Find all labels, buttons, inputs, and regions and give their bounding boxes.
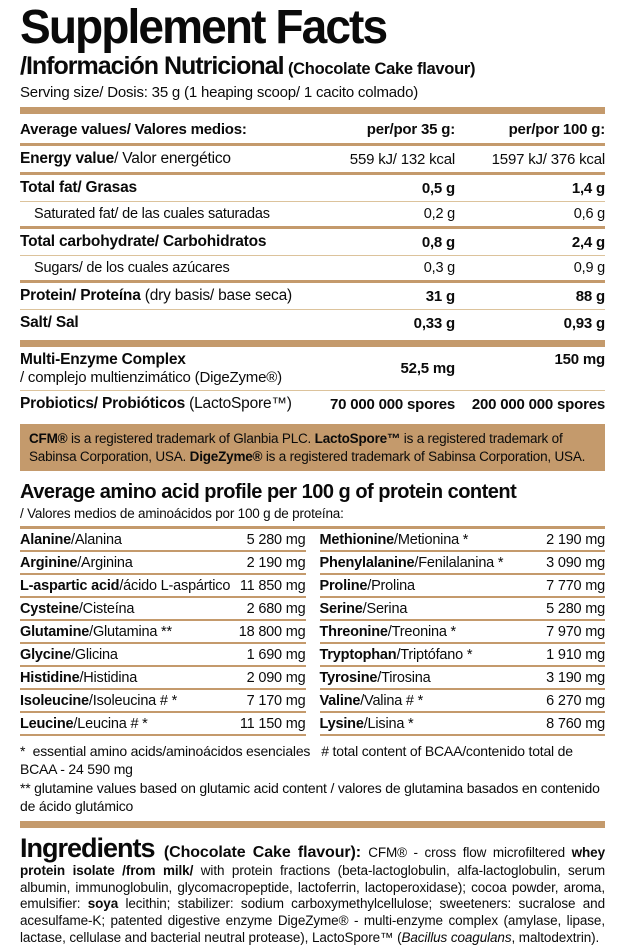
ingredients-run: soya: [87, 896, 119, 912]
trademark-note-run: is a registered trademark of Sabinsa Corporation, USA.: [262, 448, 586, 464]
amino-name: [320, 716, 530, 732]
amino-name-en: Glutamine: [20, 624, 90, 641]
amino-name-en: Glycine: [20, 647, 71, 664]
amino-name: [320, 578, 530, 594]
ingredients-run: whey protein isolate /from milk/: [20, 845, 605, 878]
value-per-35g: 70 000 000 spores: [329, 395, 455, 413]
value-per-100g: 2,4 g: [571, 233, 605, 251]
amino-name-es: /Histidina: [79, 670, 138, 687]
label-en: Total fat/ Grasas: [20, 179, 137, 197]
amino-row: [320, 690, 606, 713]
value-per-35g: 31 g: [425, 287, 455, 305]
amino-name-en: Serine: [319, 601, 363, 618]
trademark-note-run: LactoSpore™: [314, 431, 401, 447]
nutrition-rows: [20, 146, 605, 417]
amino-name-es: /Leucina # *: [73, 716, 148, 733]
amino-name: [20, 624, 230, 640]
amino-value: 7 170 mg: [246, 693, 306, 710]
amino-row: [320, 575, 606, 598]
footnotes: [20, 742, 605, 815]
nutrition-row-label: [20, 314, 305, 332]
amino-name-en: Arginine: [20, 555, 78, 572]
subtitle-line: [20, 53, 605, 79]
amino-value: 5 280 mg: [246, 532, 306, 549]
nutrition-row: [20, 202, 605, 226]
label-es: Sugars/ de los cuales azúcares: [34, 260, 230, 277]
page-title: Supplement Facts: [20, 1, 387, 54]
amino-value: 1 910 mg: [546, 647, 605, 664]
amino-name-en: Threonine: [319, 624, 388, 641]
amino-name-es: /Tirosina: [377, 670, 431, 687]
nutrition-row: [20, 146, 605, 172]
amino-value: 3 090 mg: [546, 555, 605, 572]
value-per-35g: 0,33 g: [413, 314, 455, 332]
amino-value: 7 770 mg: [546, 578, 605, 595]
nutrition-row: [20, 256, 605, 280]
nutrition-row: [20, 310, 605, 336]
amino-row: [320, 667, 606, 690]
nutrition-row-label: [20, 179, 305, 197]
value-per-35g: 0,3 g: [423, 260, 455, 277]
label-en: Total carbohydrate/ Carbohidratos: [20, 233, 267, 251]
nutrition-row: [20, 391, 605, 417]
amino-name-en: Methionine: [319, 532, 395, 549]
amino-name-es: /Valina # *: [360, 693, 424, 710]
amino-name: [20, 601, 230, 617]
amino-name-en: L-aspartic acid: [20, 578, 120, 595]
amino-row: [320, 552, 606, 575]
amino-name-en: Phenylalanine: [319, 555, 415, 572]
amino-value: 11 150 mg: [239, 716, 306, 733]
column-header-per-100g: per/por 100 g:: [508, 121, 605, 139]
amino-name: [320, 555, 530, 571]
ingredients-paragraph: [20, 833, 605, 947]
subtitle-spanish: /Información Nutricional: [20, 51, 284, 80]
amino-row: [20, 552, 306, 575]
nutrition-row: [20, 175, 605, 201]
amino-row: [20, 621, 306, 644]
amino-name-es: /Fenilalanina *: [414, 555, 504, 572]
amino-name-es: /Serina: [362, 601, 408, 618]
amino-name: [20, 555, 230, 571]
value-per-100g: 1597 kJ/ 376 kcal: [491, 150, 605, 168]
nutrition-row-label: [20, 233, 305, 251]
value-per-35g: 0,2 g: [423, 206, 455, 223]
amino-section-subtitle: / Valores medios de aminoácidos por 100 g de proteína:: [20, 506, 344, 522]
label-es: / Valor energético: [114, 150, 231, 168]
value-per-35g: 52,5 mg: [400, 360, 455, 378]
ingredients-run: with protein fractions (beta-lactoglobulin, alfa-lactoglobulin, serum albumin, immunoglobulin, glycomacropeptide, lactoferrin, lactoperoxidase); cocoa powder, aroma, emulsifier:: [20, 862, 605, 912]
value-per-100g: 0,93 g: [563, 314, 605, 332]
amino-name-es: /ácido L-aspártico: [119, 578, 231, 595]
amino-name: [20, 578, 230, 594]
amino-row: [320, 621, 606, 644]
amino-value: 1 690 mg: [246, 647, 306, 664]
amino-value: 2 190 mg: [246, 555, 306, 572]
footnote-glutamine: ** glutamine values based on glutamic acid content / valores de glutamina basados en contenido de ácido glutámico: [20, 779, 600, 814]
amino-value: 3 190 mg: [546, 670, 605, 687]
amino-name-es: /Treonina *: [387, 624, 456, 641]
amino-row: [20, 598, 306, 621]
amino-value: 6 270 mg: [546, 693, 605, 710]
nutrition-row-label: [20, 287, 305, 305]
amino-table: [20, 526, 605, 736]
nutrition-row-label: [20, 395, 305, 413]
amino-value: 2 190 mg: [546, 532, 605, 549]
amino-value: 8 760 mg: [546, 716, 605, 733]
value-per-100g: 88 g: [575, 287, 605, 305]
nutrition-row-label: [20, 351, 305, 386]
amino-column-right: [320, 529, 606, 736]
amino-row: [20, 690, 306, 713]
amino-name: [320, 647, 530, 663]
amino-name-en: Leucine: [20, 716, 74, 733]
ingredients-run: Bacillus coagulans: [401, 929, 512, 945]
section-bar-bottom: [20, 821, 605, 828]
ingredients-run: lecithin; stabilizer: sodium carboxymethylcellulose; sweeteners: sucralose and acesulfame-K; patented digestive enzyme DigeZyme® - multi-enzyme complex (amylase, lipase, lactase, cellulase and bacterial neutral protease), LactoSpore™ (: [20, 896, 605, 945]
amino-value: 18 800 mg: [238, 624, 306, 641]
nutrition-row: [20, 283, 605, 309]
amino-name-en: Isoleucine: [20, 693, 89, 710]
column-header-per-35g: per/por 35 g:: [366, 121, 455, 139]
amino-name-en: Valine: [319, 693, 361, 710]
nutrition-row-label: [20, 260, 305, 276]
trademark-note: [20, 424, 605, 471]
value-per-35g: 559 kJ/ 132 kcal: [349, 150, 455, 168]
amino-row: [20, 644, 306, 667]
label-en: Probiotics/ Probióticos: [20, 395, 186, 413]
amino-row: [320, 598, 606, 621]
trademark-note-run: DigeZyme®: [189, 448, 263, 464]
trademark-note-run: CFM®: [29, 431, 68, 447]
nutrition-row-label: [20, 150, 305, 168]
amino-name: [20, 670, 230, 686]
amino-name-en: Tryptophan: [319, 647, 397, 664]
label-es: (LactoSpore™): [185, 395, 292, 413]
amino-name-es: /Arginina: [77, 555, 133, 572]
amino-section-title: Average amino acid profile per 100 g of protein content: [20, 481, 517, 504]
amino-value: 2 090 mg: [246, 670, 306, 687]
amino-row: [20, 529, 306, 552]
amino-name: [320, 624, 530, 640]
amino-row: [320, 713, 606, 736]
amino-name: [320, 601, 530, 617]
nutrition-row: [20, 229, 605, 255]
amino-value: 7 970 mg: [546, 624, 605, 641]
amino-name-es: /Metionina *: [394, 532, 469, 549]
ingredients-run: (Chocolate Cake flavour):: [163, 844, 369, 862]
label-es: Saturated fat/ de las cuales saturadas: [34, 206, 270, 223]
value-per-100g: 1,4 g: [571, 179, 605, 197]
ingredients-run: Ingredients: [20, 833, 164, 864]
amino-name: [20, 716, 230, 732]
amino-name-es: /Glicina: [71, 647, 118, 664]
amino-value: 5 280 mg: [546, 601, 605, 618]
amino-name: [20, 532, 230, 548]
amino-name-es: /Triptófano *: [396, 647, 473, 664]
value-per-35g: 0,8 g: [421, 233, 455, 251]
section-bar-middle: [20, 340, 605, 347]
value-per-100g: 0,9 g: [573, 260, 605, 277]
amino-name-es: /Isoleucina # *: [88, 693, 178, 710]
amino-row: [20, 667, 306, 690]
amino-name-en: Histidine: [20, 670, 80, 687]
label-es: (dry basis/ base seca): [140, 287, 292, 305]
label-line2: / complejo multienzimático (DigeZyme®): [20, 369, 282, 387]
amino-name-es: /Alanina: [70, 532, 122, 549]
amino-name-es: /Glutamina **: [89, 624, 172, 641]
nutrition-table-header: [20, 114, 605, 143]
amino-row: [20, 575, 306, 598]
amino-value: 11 850 mg: [239, 578, 306, 595]
value-per-100g: 0,6 g: [573, 206, 605, 223]
amino-name: [20, 647, 230, 663]
value-per-35g: 0,5 g: [421, 179, 455, 197]
value-per-100g: 150 mg: [554, 351, 605, 369]
nutrition-row-label: [20, 206, 305, 222]
amino-name: [320, 693, 530, 709]
amino-row: [320, 644, 606, 667]
amino-value: 2 680 mg: [246, 601, 306, 618]
amino-name-en: Cysteine: [20, 601, 79, 618]
value-per-100g: 200 000 000 spores: [471, 395, 605, 413]
amino-name: [320, 532, 530, 548]
nutrition-row: [20, 347, 605, 390]
amino-name-en: Tyrosine: [319, 670, 378, 687]
amino-name-en: Lysine: [319, 716, 364, 733]
ingredients-run: , maltodextrin).: [511, 929, 600, 945]
trademark-note-run: is a registered trademark of Sabinsa Corporation, USA.: [29, 431, 563, 464]
amino-column-left: [20, 529, 306, 736]
amino-name-es: /Lisina *: [363, 716, 414, 733]
amino-name: [20, 693, 230, 709]
amino-row: [320, 529, 606, 552]
label-en: Salt/ Sal: [20, 314, 79, 332]
label-en: Energy value: [20, 150, 115, 168]
amino-row: [20, 713, 306, 736]
amino-name-en: Alanine: [20, 532, 71, 549]
label-en: Protein/ Proteína: [20, 287, 141, 305]
trademark-note-run: is a registered trademark of Glanbia PLC.: [67, 431, 315, 447]
ingredients-run: CFM® - cross flow microfiltered: [368, 845, 572, 861]
amino-name: [320, 670, 530, 686]
amino-name-es: /Prolina: [367, 578, 415, 595]
column-header-values: Average values/ Valores medios:: [20, 121, 247, 139]
serving-size: Serving size/ Dosis: 35 g (1 heaping scoop/ 1 cacito colmado): [20, 84, 419, 102]
flavour-label: (Chocolate Cake flavour): [287, 59, 476, 78]
footnote-essential: * essential amino acids/aminoácidos esenciales # total content of BCAA/contenido total de BCAA - 24 590 mg: [20, 743, 573, 778]
section-bar-top: [20, 107, 605, 114]
amino-name-en: Proline: [319, 578, 368, 595]
amino-name-es: /Cisteína: [78, 601, 135, 618]
label-en: Multi-Enzyme Complex: [20, 351, 186, 369]
